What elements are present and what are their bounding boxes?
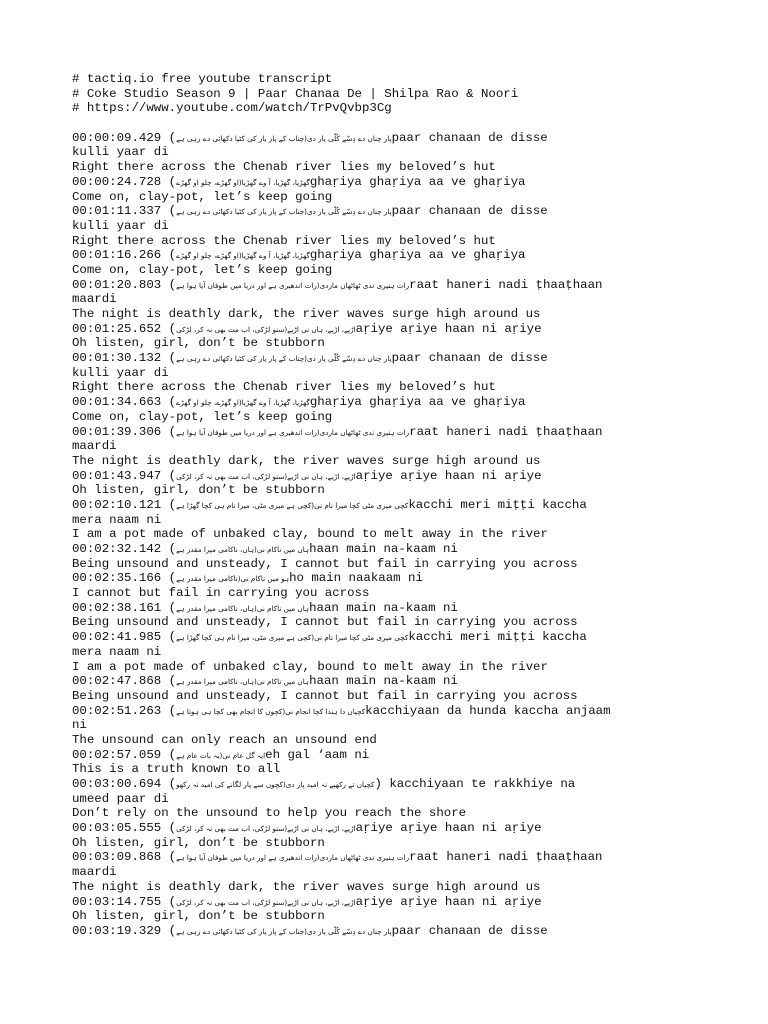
urdu-lyric: پار چناں دے دِسّے کُلّی یار دی(چناب کے پار یار کی کٹیا دکھائی دے رہی ہے — [176, 207, 392, 217]
romanized-lyric: ghaṛiya ghaṛiya aa ve ghaṛiya — [309, 248, 526, 263]
timestamp: 00:01:25.652 ( — [72, 321, 177, 336]
romanized-lyric: haan main na-kaam ni — [309, 674, 458, 689]
transcript-text-line: Oh listen, girl, don’t be stubborn — [72, 483, 325, 498]
transcript-text-line: Right there across the Chenab river lies my beloved’s hut — [72, 233, 496, 248]
timestamp: 00:01:43.947 ( — [72, 468, 177, 483]
romanized-lyric: ) kacchiyaan te rakkhiye na — [374, 777, 576, 791]
urdu-lyric: رات ہنیری ندی ٹھاٹھاں ماردی(رات اندھیری ہے اور دریا میں طوفان آیا ہوا ہے — [176, 280, 410, 290]
romanized-lyric: paar chanaan de disse — [391, 204, 548, 219]
timestamp: 00:01:11.337 ( — [72, 204, 177, 219]
timestamp: 00:00:24.728 ( — [72, 174, 177, 189]
timestamped-lyric-line — [72, 895, 702, 910]
transcript-body — [72, 131, 702, 939]
transcript-text-line: The night is deathly dark, the river waves surge high around us — [72, 879, 541, 894]
timestamp: 00:02:51.263 ( — [72, 703, 177, 718]
romanized-lyric: paar chanaan de disse — [391, 130, 548, 145]
transcript-document — [72, 72, 702, 939]
transcript-text-line: Come on, clay-pot, let’s keep going — [72, 409, 333, 424]
romanized-lyric: ghaṛiya ghaṛiya aa ve ghaṛiya — [309, 174, 526, 189]
transcript-text-line: Being unsound and unsteady, I cannot but fail in carrying you across — [72, 688, 578, 703]
urdu-lyric: رات ہنیری ندی ٹھاٹھاں ماردی(رات اندھیری ہے اور دریا میں طوفان آیا ہوا ہے — [176, 427, 410, 437]
urdu-lyric: پار چناں دے دِسّے کُلّی یار دی(چناب کے پار یار کی کٹیا دکھائی دے رہی ہے — [176, 133, 392, 143]
romanized-lyric: raat haneri nadi ṭhaaṭhaan — [409, 850, 603, 865]
transcript-text-line: The unsound can only reach an unsound end — [72, 732, 377, 747]
transcript-text-line: ni — [72, 718, 87, 733]
romanized-lyric: raat haneri nadi ṭhaaṭhaan — [409, 277, 603, 292]
transcript-text-line: Right there across the Chenab river lies my beloved’s hut — [72, 380, 496, 395]
timestamped-lyric-line — [72, 131, 702, 146]
timestamp: 00:02:38.161 ( — [72, 600, 177, 615]
urdu-lyric: کچی میری مٹی کچا میرا نام نی(کچی ہے میری مٹی، میرا نام ہی کچا گھڑا ہے — [176, 500, 409, 510]
transcript-header-title: # Coke Studio Season 9 | Paar Chanaa De | Shilpa Rao & Noori — [72, 86, 519, 101]
timestamp: 00:02:47.868 ( — [72, 674, 177, 689]
transcript-text-line: Oh listen, girl, don’t be stubborn — [72, 336, 325, 351]
timestamped-lyric-line — [72, 704, 702, 719]
urdu-lyric: گھڑیا، گھڑیا، آ وے گھڑیا(او گھڑے، چلو او گھڑے — [176, 251, 310, 261]
transcript-text-line: The night is deathly dark, the river waves surge high around us — [72, 453, 541, 468]
timestamp: 00:01:20.803 ( — [72, 277, 177, 292]
romanized-lyric: paar chanaan de disse — [391, 923, 548, 938]
timestamp: 00:03:00.694 ( — [72, 777, 177, 791]
timestamped-lyric-line — [72, 674, 702, 689]
romanized-lyric: haan main na-kaam ni — [309, 600, 458, 615]
transcript-text-line: I cannot but fail in carrying you across — [72, 586, 370, 601]
transcript-text-line: I am a pot made of unbaked clay, bound to melt away in the river — [72, 527, 548, 542]
urdu-lyric: ہاں میں ناکام نی(ہاں، ناکامی میرا مقدر ہے — [176, 545, 310, 554]
transcript-text-line: Come on, clay-pot, let’s keep going — [72, 262, 333, 277]
timestamped-lyric-line — [72, 395, 702, 410]
timestamped-lyric-line — [72, 850, 702, 865]
urdu-lyric: ہو میں ناکام نی(ناکامی میرا مقدر ہے — [176, 574, 290, 584]
romanized-lyric: kacchiyaan da hunda kaccha anjaam — [365, 703, 611, 718]
timestamp: 00:02:10.121 ( — [72, 497, 177, 512]
urdu-lyric: ہاں میں ناکام نی(ہاں، ناکامی میرا مقدر ہے — [176, 603, 310, 613]
timestamped-lyric-line — [72, 571, 702, 586]
timestamped-lyric-line — [72, 748, 702, 763]
urdu-lyric: اڑیے، اڑیے، ہاں نی اڑیے(سنو لڑکی، اب مت بھی نہ کر، لڑکی — [176, 471, 356, 481]
romanized-lyric: aṛiye aṛiye haan ni aṛiye — [355, 821, 542, 836]
transcript-text-line: I am a pot made of unbaked clay, bound to melt away in the river — [72, 659, 548, 674]
timestamped-lyric-line — [72, 204, 702, 219]
timestamped-lyric-line — [72, 924, 702, 939]
transcript-text-line: Being unsound and unsteady, I cannot but fail in carrying you across — [72, 615, 578, 630]
blank-line — [72, 116, 702, 131]
timestamped-lyric-line — [72, 248, 702, 263]
transcript-text-line: kulli yaar di — [72, 145, 169, 160]
timestamped-lyric-line — [72, 498, 702, 513]
transcript-text-line: Come on, clay-pot, let’s keep going — [72, 189, 333, 204]
transcript-text-line: Right there across the Chenab river lies my beloved’s hut — [72, 160, 496, 175]
transcript-text-line: maardi — [72, 292, 117, 307]
romanized-lyric: ho main naakaam ni — [289, 571, 423, 586]
timestamp: 00:00:09.429 ( — [72, 130, 177, 145]
urdu-lyric: کچیاں تے رکھیے نہ امید پار دی(کچوں سے پار لگانے کی امید نہ رکھو — [176, 780, 375, 789]
transcript-text-line: This is a truth known to all — [72, 762, 281, 777]
timestamp: 00:03:14.755 ( — [72, 894, 177, 909]
timestamp: 00:02:57.059 ( — [72, 747, 177, 762]
transcript-text-line: kulli yaar di — [72, 218, 169, 233]
urdu-lyric: پار چناں دے دِسّے کُلّی یار دی(چناب کے پار یار کی کٹیا دکھائی دے رہی ہے — [176, 354, 392, 364]
urdu-lyric: گھڑیا، گھڑیا، آ وے گھڑیا(او گھڑے، چلو او گھڑے — [176, 398, 310, 408]
urdu-lyric: ہاں میں ناکام نی(ہاں، ناکامی میرا مقدر ہے — [176, 677, 310, 687]
timestamp: 00:03:09.868 ( — [72, 850, 177, 865]
timestamp: 00:01:16.266 ( — [72, 248, 177, 263]
transcript-text-line: umeed paar di — [72, 791, 169, 806]
transcript-text-line: mera naam ni — [72, 644, 162, 659]
romanized-lyric: raat haneri nadi ṭhaaṭhaan — [409, 424, 603, 439]
romanized-lyric: aṛiye aṛiye haan ni aṛiye — [355, 468, 542, 483]
transcript-text-line: maardi — [72, 865, 117, 880]
romanized-lyric: aṛiye aṛiye haan ni aṛiye — [355, 894, 542, 909]
transcript-text-line: mera naam ni — [72, 512, 162, 527]
timestamped-lyric-line — [72, 630, 702, 645]
timestamped-lyric-line — [72, 175, 702, 190]
timestamp: 00:02:32.142 ( — [72, 542, 177, 556]
transcript-text-line: The night is deathly dark, the river waves surge high around us — [72, 307, 541, 321]
romanized-lyric: aṛiye aṛiye haan ni aṛiye — [355, 321, 542, 336]
timestamp: 00:01:30.132 ( — [72, 351, 177, 366]
transcript-header-source: # tactiq.io free youtube transcript — [72, 72, 333, 86]
urdu-lyric: رات ہنیری ندی ٹھاٹھاں ماردی(رات اندھیری ہے اور دریا میں طوفان آیا ہوا ہے — [176, 853, 410, 863]
urdu-lyric: اڑیے، اڑیے، ہاں نی اڑیے(سنو لڑکی، اب مت بھی نہ کر، لڑکی — [176, 897, 356, 907]
timestamped-lyric-line — [72, 278, 702, 293]
urdu-lyric: اڑیے، اڑیے، ہاں نی اڑیے(سنو لڑکی، اب مت بھی نہ کر، لڑکی — [176, 824, 356, 834]
romanized-lyric: paar chanaan de disse — [391, 351, 548, 366]
urdu-lyric: اڑیے، اڑیے، ہاں نی اڑیے(سنو لڑکی، اب مت بھی نہ کر، لڑکی — [176, 324, 356, 334]
romanized-lyric: eh gal ‘aam ni — [265, 747, 370, 762]
romanized-lyric: ghaṛiya ghaṛiya aa ve ghaṛiya — [309, 395, 526, 410]
transcript-text-line: Don’t rely on the unsound to help you reach the shore — [72, 806, 467, 821]
romanized-lyric: kacchi meri miṭṭi kaccha — [408, 630, 587, 645]
timestamp: 00:03:05.555 ( — [72, 821, 177, 836]
urdu-lyric: گھڑیا، گھڑیا، آ وے گھڑیا(او گھڑے، چلو او گھڑے — [176, 177, 310, 187]
transcript-text-line: Oh listen, girl, don’t be stubborn — [72, 835, 325, 850]
transcript-text-line: maardi — [72, 439, 117, 454]
transcript-text-line: Being unsound and unsteady, I cannot but fail in carrying you across — [72, 556, 578, 571]
timestamp: 00:03:19.329 ( — [72, 923, 177, 938]
timestamp: 00:02:41.985 ( — [72, 630, 177, 645]
timestamped-lyric-line — [72, 777, 702, 792]
timestamped-lyric-line — [72, 351, 702, 366]
timestamp: 00:01:34.663 ( — [72, 395, 177, 410]
timestamped-lyric-line — [72, 542, 702, 557]
timestamped-lyric-line — [72, 425, 702, 440]
timestamped-lyric-line — [72, 821, 702, 836]
transcript-text-line: kulli yaar di — [72, 365, 169, 380]
transcript-header-url: # https://www.youtube.com/watch/TrPvQvbp3Cg — [72, 101, 392, 116]
urdu-lyric: ایہ گل عام نی(یہ بات عام ہے — [176, 750, 266, 760]
urdu-lyric: کچیاں دا ہندا کچا انجام نی(کچوں کا انجام بھی کچا ہی ہوتا ہے — [176, 706, 366, 716]
urdu-lyric: پار چناں دے دِسّے کُلّی یار دی(چناب کے پار یار کی کٹیا دکھائی دے رہی ہے — [176, 926, 392, 936]
timestamped-lyric-line — [72, 469, 702, 484]
timestamp: 00:02:35.166 ( — [72, 571, 177, 586]
urdu-lyric: کچی میری مٹی کچا میرا نام نی(کچی ہے میری مٹی، میرا نام ہی کچا گھڑا ہے — [176, 633, 409, 643]
romanized-lyric: kacchi meri miṭṭi kaccha — [408, 497, 587, 512]
timestamp: 00:01:39.306 ( — [72, 424, 177, 439]
romanized-lyric: haan main na-kaam ni — [309, 542, 458, 556]
timestamped-lyric-line — [72, 322, 702, 337]
transcript-text-line: Oh listen, girl, don’t be stubborn — [72, 909, 325, 924]
timestamped-lyric-line — [72, 601, 702, 616]
